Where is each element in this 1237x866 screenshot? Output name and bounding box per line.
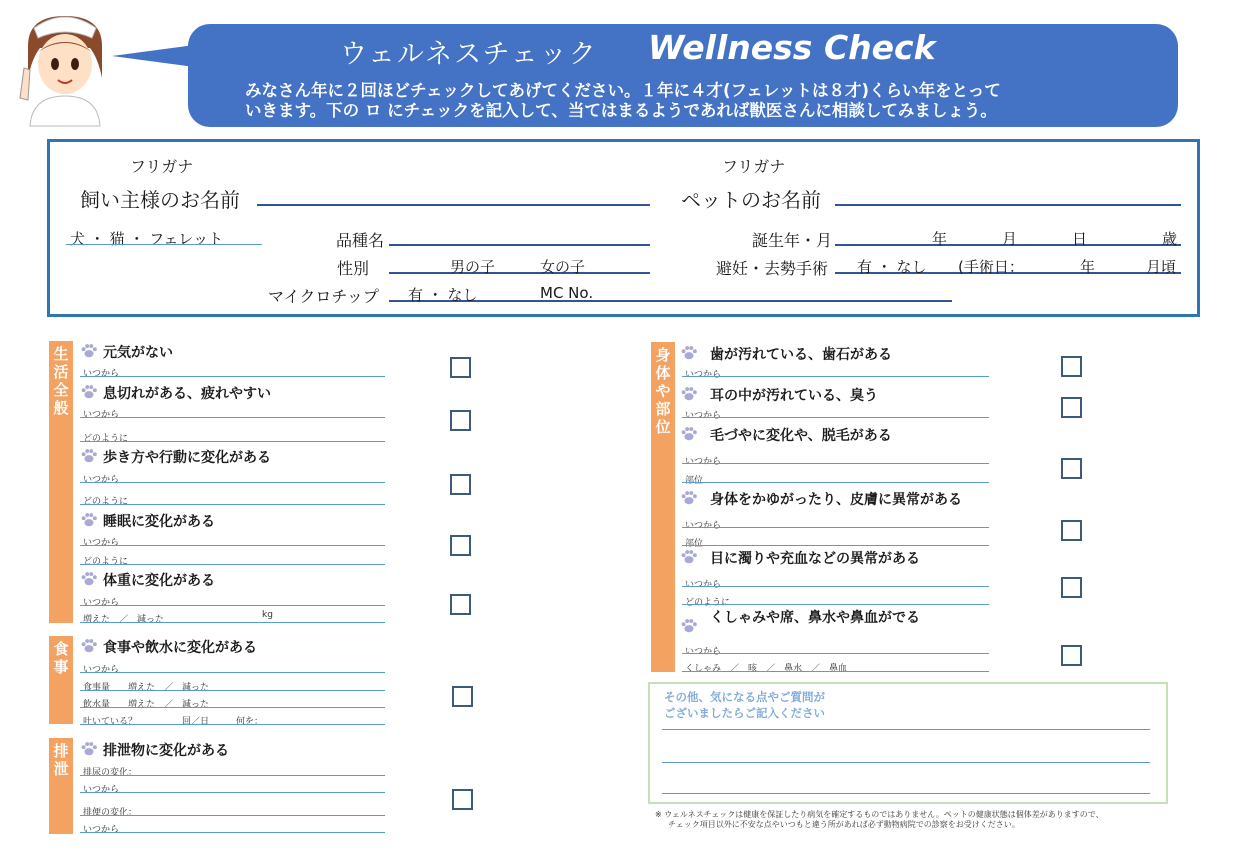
birth-label: 誕生年・月 [752, 231, 833, 250]
microchip-label: マイクロチップ [268, 287, 379, 306]
question-eye-abnormal: 目に濁りや充血などの異常がある [710, 551, 920, 567]
owner-name-label: 飼い主様のお名前 [80, 188, 240, 212]
paw-icon [680, 617, 698, 635]
since-label: いつから [685, 521, 722, 531]
urine-change-label: 排尿の変化： [83, 768, 138, 778]
category-body-char: 体 [655, 364, 671, 382]
checkbox-food-water-change[interactable] [452, 686, 473, 707]
answer-line[interactable] [80, 707, 385, 708]
answer-line[interactable] [682, 604, 989, 605]
surgery-date-label: (手術日： [958, 258, 1024, 276]
species-underline [66, 244, 262, 245]
question-no-energy: 元気がない [103, 345, 173, 361]
age-label: 歳 [1162, 230, 1178, 248]
sex-label: 性別 [337, 259, 370, 278]
category-life-bar [49, 341, 73, 623]
owner-furigana-label: フリガナ [130, 157, 194, 176]
pet-name-label: ペットのお名前 [681, 188, 821, 212]
answer-line[interactable] [682, 527, 989, 528]
category-body-char: や [655, 382, 671, 400]
notes-line[interactable] [662, 762, 1150, 763]
since-label: いつから [685, 647, 722, 657]
checkbox-excretion-change[interactable] [452, 789, 473, 810]
part-label: 部位 [685, 476, 704, 486]
notes-line[interactable] [662, 729, 1150, 730]
breed-label: 品種名 [336, 231, 385, 250]
since-label: いつから [83, 665, 120, 675]
disclaimer-line2: チェック項目以外に不安な点やいつもと違う所があれば必ず動物病院での診察をお受けください。 [668, 820, 1020, 829]
question-ear-dirty: 耳の中が汚れている、臭う [710, 388, 878, 404]
paw-icon [80, 570, 98, 588]
question-itching-skin: 身体をかゆがったり、皮膚に異常がある [710, 492, 962, 508]
since-label: いつから [83, 475, 120, 485]
answer-line[interactable] [682, 376, 989, 377]
birth-month-label: 月 [1002, 230, 1018, 248]
answer-line[interactable] [80, 441, 385, 442]
answer-line[interactable] [80, 376, 385, 377]
answer-line[interactable] [682, 586, 989, 587]
answer-line[interactable] [80, 504, 385, 505]
intro-text-line1: みなさん年に２回ほどチェックしてあげてください。１年に４才(フェレットは８才)くらい年をとって [245, 81, 1001, 100]
answer-line[interactable] [682, 482, 989, 483]
paw-icon [80, 740, 98, 758]
checkbox-itching-skin[interactable] [1061, 520, 1082, 541]
paw-icon [80, 511, 98, 529]
checkbox-dental-tartar[interactable] [1061, 356, 1082, 377]
category-life-char: 生 [53, 345, 69, 363]
answer-line[interactable] [682, 417, 989, 418]
category-body-char: 位 [655, 418, 671, 436]
paw-icon [680, 425, 698, 443]
paw-icon [680, 385, 698, 403]
notes-line[interactable] [662, 793, 1150, 794]
paw-icon [680, 344, 698, 362]
nurse-avatar [10, 8, 120, 133]
surgery-year-label: 年 [1080, 258, 1096, 276]
since-label: いつから [83, 538, 120, 548]
since-label: いつから [685, 411, 722, 421]
question-coat-hair-loss: 毛づやに変化や、脱毛がある [710, 428, 892, 444]
since-label: いつから [685, 457, 722, 467]
answer-line[interactable] [80, 482, 385, 483]
since-label: いつから [83, 369, 120, 379]
category-life-char: 活 [53, 363, 69, 381]
answer-line[interactable] [682, 545, 989, 546]
question-sneeze-nose: くしゃみや席、鼻水や鼻血がでる [710, 610, 920, 626]
paw-icon [680, 548, 698, 566]
checkbox-eye-abnormal[interactable] [1061, 577, 1082, 598]
how-label: どのように [83, 434, 129, 444]
title-english: Wellness Check [648, 28, 936, 67]
checkbox-sleep-change[interactable] [450, 535, 471, 556]
question-excretion-change: 排泄物に変化がある [103, 743, 229, 759]
birth-year-label: 年 [932, 230, 948, 248]
pet-name-field[interactable] [835, 204, 1181, 206]
stool-change-label: 排便の変化： [83, 808, 138, 818]
paw-icon [80, 342, 98, 360]
part-label: 部位 [685, 539, 704, 549]
answer-line[interactable] [80, 564, 385, 565]
paw-icon [680, 489, 698, 507]
microchip-yes-no[interactable]: 有 ・ なし [408, 286, 478, 304]
answer-line[interactable] [80, 815, 385, 816]
question-weight-change: 体重に変化がある [103, 573, 215, 589]
answer-line[interactable] [682, 653, 989, 654]
answer-line[interactable] [80, 690, 385, 691]
category-body-char: 部 [655, 400, 671, 418]
category-food-char: 事 [53, 658, 69, 676]
category-life-char: 般 [53, 399, 69, 417]
checkbox-ear-dirty[interactable] [1061, 397, 1082, 418]
owner-name-field[interactable] [257, 204, 650, 206]
category-body-bar [651, 342, 675, 672]
vomit-question: 吐いている？ 回／日 何を： [83, 717, 264, 727]
category-food-bar [49, 636, 73, 724]
checkbox-breathless[interactable] [450, 410, 471, 431]
category-excretion-char: 排 [53, 742, 69, 760]
since-label: いつから [685, 580, 722, 590]
water-amount-options[interactable]: 飲水量 増えた ／ 減った [83, 700, 210, 710]
answer-line[interactable] [80, 605, 385, 606]
weight-change-options[interactable]: 増えた ／ 減った [83, 615, 165, 625]
answer-line[interactable] [80, 417, 385, 418]
question-breathless: 息切れがある、疲れやすい [103, 386, 271, 402]
intro-text-line2: いきます。下の ロ にチェックを記入して、当てはまるようであれば獣医さんに相談してみましょう。 [245, 101, 997, 120]
checkbox-no-energy[interactable] [450, 357, 471, 378]
paw-icon [80, 637, 98, 655]
answer-line[interactable] [80, 545, 385, 546]
microchip-number-label: MC No. [540, 284, 594, 302]
checkbox-gait-change[interactable] [450, 474, 471, 495]
kg-unit: kg [262, 610, 273, 620]
question-gait-change: 歩き方や行動に変化がある [103, 450, 271, 466]
how-label: どのように [685, 598, 731, 608]
since-label: いつから [83, 825, 120, 835]
paw-icon [80, 383, 98, 401]
since-label: いつから [83, 410, 120, 420]
answer-line[interactable] [80, 775, 385, 776]
answer-line[interactable] [682, 463, 989, 464]
answer-line[interactable] [80, 622, 385, 623]
sex-field[interactable] [389, 272, 650, 274]
answer-line[interactable] [682, 671, 989, 672]
question-food-water-change: 食事や飲水に変化がある [103, 640, 257, 656]
title-japanese: ウェルネスチェック [340, 39, 598, 70]
since-label: いつから [83, 598, 120, 608]
checkbox-sneeze-nose[interactable] [1061, 645, 1082, 666]
neuter-yes-no[interactable]: 有 ・ なし [857, 258, 927, 276]
category-body-char: 身 [655, 346, 671, 364]
question-sleep-change: 睡眠に変化がある [103, 514, 215, 530]
birth-day-label: 日 [1072, 230, 1088, 248]
category-food-char: 食 [53, 640, 69, 658]
notes-prompt-line2: ございましたらご記入ください [664, 706, 825, 720]
how-label: どのように [83, 497, 129, 507]
answer-line[interactable] [80, 724, 385, 725]
category-excretion-char: 泄 [53, 760, 69, 778]
breed-field[interactable] [389, 244, 650, 246]
since-label: いつから [685, 370, 722, 380]
since-label: いつから [83, 785, 120, 795]
how-label: どのように [83, 557, 129, 567]
sneeze-options[interactable]: くしゃみ ／ 咳 ／ 鼻水 ／ 鼻血 [685, 664, 848, 674]
category-life-char: 全 [53, 381, 69, 399]
surgery-month-label: 月頃 [1146, 258, 1177, 276]
pet-furigana-label: フリガナ [722, 157, 786, 176]
answer-line[interactable] [80, 792, 385, 793]
food-amount-options[interactable]: 食事量 増えた ／ 減った [83, 683, 210, 693]
neuter-label: 避妊・去勢手術 [716, 259, 829, 278]
question-dental-tartar: 歯が汚れている、歯石がある [710, 347, 892, 363]
paw-icon [80, 447, 98, 465]
sex-female-option[interactable]: 女の子 [540, 258, 586, 276]
answer-line[interactable] [80, 672, 385, 673]
answer-line[interactable] [80, 832, 385, 833]
disclaimer-line1: ※ ウェルネスチェックは健康を保証したり病気を確定するものではありません。ペットの健康状態は個体差がありますので、 [655, 810, 1104, 819]
checkbox-weight-change[interactable] [450, 594, 471, 615]
category-excretion-bar [49, 738, 73, 834]
notes-prompt-line1: その他、気になる点やご質問が [664, 690, 825, 704]
sex-male-option[interactable]: 男の子 [450, 258, 496, 276]
species-options[interactable]: 犬 ・ 猫 ・ フェレット [70, 230, 224, 248]
checkbox-coat-hair-loss[interactable] [1061, 458, 1082, 479]
